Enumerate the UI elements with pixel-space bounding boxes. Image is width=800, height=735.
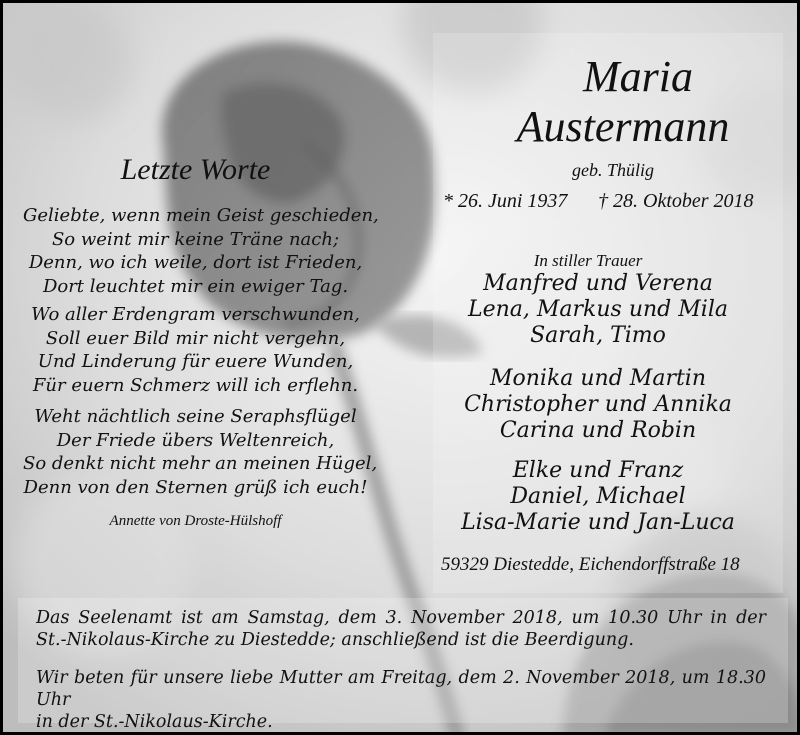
mourner-line: Carina und Robin: [499, 418, 697, 443]
poem-line: Der Friede übers Weltenreich,: [56, 429, 335, 451]
birth-date: * 26. Juni 1937: [443, 190, 568, 212]
poem-line: Für euern Schmerz will ich erflehn.: [32, 374, 359, 396]
poem-author: Annette von Droste-Hülshoff: [109, 513, 282, 529]
poem-stanza: [23, 303, 368, 397]
poem-line: Denn, wo ich weile, dort ist Frieden,: [28, 252, 363, 273]
mourner-line: Elke und Franz: [512, 458, 684, 483]
deceased-first-name: Maria: [583, 52, 693, 101]
deceased-last-name: Austermann: [516, 102, 730, 151]
mourning-label: In stiller Trauer: [533, 251, 643, 270]
mourner-group: [443, 366, 753, 444]
poem-line: Soll euer Bild mir nicht vergehn,: [45, 327, 346, 349]
notice-line: in der St.-Nikolaus-Kirche.: [36, 712, 273, 732]
mourner-line: Lisa-Marie und Jan-Luca: [461, 510, 735, 535]
mourner-line: Monika und Martin: [489, 366, 707, 391]
maiden-name: geb. Thülig: [571, 160, 654, 180]
poem-line: Weht nächtlich seine Seraphsflügel: [34, 406, 357, 427]
mourner-line: Daniel, Michael: [510, 484, 686, 509]
mourner-line: Sarah, Timo: [530, 323, 666, 348]
poem-line: Denn von den Sternen grüß ich euch!: [23, 476, 368, 498]
poem-line: Wo aller Erdengram verschwunden,: [31, 304, 360, 325]
poem-line: So weint mir keine Träne nach;: [51, 228, 340, 250]
funeral-mass-notice: [36, 607, 766, 651]
poem-line: Geliebte, wenn mein Geist geschieden,: [23, 205, 379, 226]
notice-line: Wir beten für unsere liebe Mutter am Freitag, dem 2. November 2018, um 18.30 Uhr: [36, 668, 766, 710]
poem-title: Letzte Worte: [120, 153, 271, 186]
obituary-content: [3, 3, 800, 735]
mourner-line: Manfred und Verena: [483, 271, 713, 296]
mourner-group: [443, 271, 753, 349]
death-date: † 28. Oktober 2018: [598, 190, 754, 212]
mourner-group: [443, 458, 753, 536]
poem-stanza: [23, 405, 378, 499]
notice-line: St.-Nikolaus-Kirche zu Diestedde; anschließend ist die Beerdigung.: [36, 630, 634, 650]
poem-line: Dort leuchtet mir ein ewiger Tag.: [42, 275, 349, 297]
family-address: 59329 Diestedde, Eichendorffstraße 18: [441, 554, 740, 575]
mourner-line: Lena, Markus und Mila: [468, 297, 728, 322]
notice-line: Das Seelenamt ist am Samstag, dem 3. November 2018, um 10.30 Uhr in der: [36, 608, 766, 628]
poem-stanza: [23, 204, 379, 298]
prayer-notice: [36, 667, 766, 733]
mourner-line: Christopher und Annika: [464, 392, 732, 417]
poem-line: So denkt nicht mehr an meinen Hügel,: [23, 453, 378, 474]
poem-line: Und Linderung für euere Wunden,: [37, 351, 354, 372]
